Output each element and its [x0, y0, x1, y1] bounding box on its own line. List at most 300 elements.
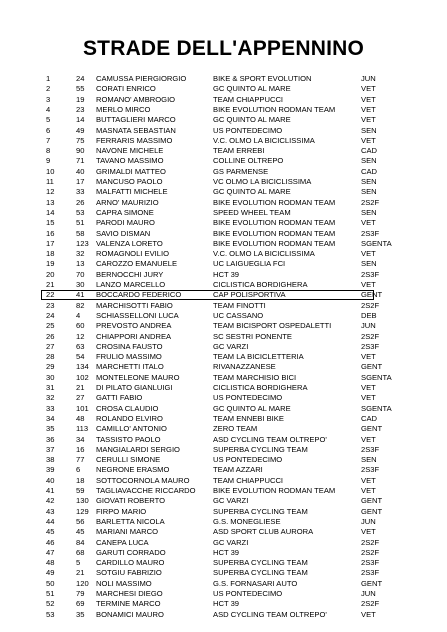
- bib-number: 16: [76, 444, 85, 454]
- rider-name: SCHIASSELLONI LUCA: [96, 310, 179, 320]
- position: 35: [46, 424, 55, 434]
- table-row: [0, 383, 447, 393]
- position: 19: [46, 259, 55, 269]
- rider-name: ROMANO' AMBROGIO: [96, 94, 176, 104]
- team-name: SUPERBA CYCLING TEAM: [213, 506, 308, 516]
- bib-number: 102: [76, 372, 89, 382]
- position: 4: [46, 104, 51, 114]
- team-name: SUPERBA CYCLING TEAM: [213, 568, 308, 578]
- category: VET: [361, 135, 376, 145]
- category: JUN: [361, 516, 376, 526]
- category: SEN: [361, 187, 377, 197]
- bib-number: 33: [76, 187, 85, 197]
- rider-name: GIOVATI ROBERTO: [96, 496, 166, 506]
- bib-number: 32: [76, 249, 85, 259]
- rider-name: MARCHISOTTI FABIO: [96, 300, 173, 310]
- category: 2S3F: [361, 228, 380, 238]
- table-row: [0, 218, 447, 228]
- bib-number: 45: [76, 527, 85, 537]
- team-name: US PONTEDECIMO: [213, 589, 283, 598]
- team-name: TEAM ENNEBI BIKE: [213, 413, 284, 423]
- position: 29: [46, 362, 55, 372]
- category: 2S2F: [361, 300, 380, 310]
- bib-number: 77: [76, 455, 85, 465]
- position: 50: [46, 578, 55, 588]
- rider-name: CAROZZO EMANUELE: [96, 259, 178, 269]
- team-name: BIKE & SPORT EVOLUTION: [213, 74, 312, 83]
- category: VET: [361, 249, 376, 259]
- table-row: [0, 311, 447, 321]
- position: 10: [46, 166, 55, 176]
- team-name: BIKE EVOLUTION RODMAN TEAM: [213, 486, 336, 495]
- rider-name: BUTTAGLIERI MARCO: [96, 115, 176, 125]
- bib-number: 40: [76, 166, 85, 176]
- table-row: [0, 229, 447, 239]
- table-row: [0, 496, 447, 506]
- rider-name: NOLI MASSIMO: [96, 578, 152, 588]
- position: 40: [46, 475, 55, 485]
- table-row: [0, 373, 447, 383]
- table-row: [0, 136, 447, 146]
- team-name: CICLISTICA BORDIGHERA: [213, 280, 308, 289]
- table-row: [0, 270, 447, 280]
- table-row: [0, 84, 447, 94]
- table-row: [0, 610, 447, 620]
- category: GENT: [361, 362, 383, 372]
- category: SEN: [361, 207, 377, 217]
- bib-number: 82: [76, 300, 85, 310]
- table-row: [0, 435, 447, 445]
- team-name: ASD SPORT CLUB AURORA: [213, 527, 314, 537]
- bib-number: 120: [76, 578, 89, 588]
- category: JUN: [361, 74, 376, 83]
- position: 2: [46, 84, 51, 94]
- team-name: GC QUINTO AL MARE: [213, 84, 291, 94]
- team-name: V.C. OLMO LA BICICLISSIMA: [213, 249, 315, 259]
- rider-name: NEGRONE ERASMO: [96, 465, 170, 475]
- team-name: TEAM CHIAPPUCCI: [213, 94, 284, 104]
- position: 45: [46, 527, 55, 537]
- position: 5: [46, 115, 51, 125]
- rider-name: MONTELEONE MAURO: [96, 372, 180, 382]
- bib-number: 55: [76, 84, 85, 94]
- bib-number: 134: [76, 362, 89, 372]
- bib-number: 71: [76, 156, 85, 166]
- position: 17: [46, 238, 55, 248]
- table-row: [0, 548, 447, 558]
- table-row: [0, 486, 447, 496]
- team-name: TEAM LA BICICLETTERIA: [213, 352, 304, 362]
- table-row: [0, 249, 447, 259]
- category: VET: [361, 84, 376, 94]
- rider-name: CERULLI SIMONE: [96, 455, 161, 465]
- category: VET: [361, 104, 376, 114]
- rider-name: GRIMALDI MATTEO: [96, 166, 166, 176]
- rider-name: CANEPA LUCA: [96, 537, 149, 547]
- bib-number: 123: [76, 238, 89, 248]
- table-row: [0, 589, 447, 599]
- position: 16: [46, 228, 55, 238]
- bib-number: 12: [76, 331, 85, 341]
- rider-name: GATTI FABIO: [96, 393, 143, 403]
- position: 22: [46, 290, 55, 300]
- bib-number: 26: [76, 197, 85, 207]
- category: VET: [361, 218, 376, 228]
- position: 46: [46, 537, 55, 547]
- bib-number: 30: [76, 280, 85, 289]
- bib-number: 19: [76, 94, 85, 104]
- position: 51: [46, 589, 55, 598]
- table-row: [0, 198, 447, 208]
- team-name: VC OLMO LA BICICLISSIMA: [213, 177, 312, 186]
- bib-number: 5: [76, 558, 81, 568]
- position: 14: [46, 207, 55, 217]
- team-name: UC LAIGUEGLIA FCI: [213, 259, 286, 269]
- team-name: TEAM ERREBI: [213, 146, 265, 156]
- table-row: [0, 568, 447, 578]
- bib-number: 17: [76, 177, 85, 186]
- table-row: [0, 476, 447, 486]
- bib-number: 79: [76, 589, 85, 598]
- category: GENT: [361, 424, 383, 434]
- category: 2S3F: [361, 444, 380, 454]
- rider-name: ROMAGNOLI EVILIO: [96, 249, 170, 259]
- bib-number: 23: [76, 104, 85, 114]
- position: 52: [46, 599, 55, 609]
- team-name: GS PARMENSE: [213, 166, 269, 176]
- position: 3: [46, 94, 51, 104]
- bib-number: 60: [76, 321, 85, 331]
- team-name: V.C. OLMO LA BICICLISSIMA: [213, 135, 315, 145]
- rider-name: FIRPO MARIO: [96, 506, 147, 516]
- bib-number: 90: [76, 146, 85, 156]
- team-name: CICLISTICA BORDIGHERA: [213, 383, 308, 392]
- rider-name: MARCHETTI ITALO: [96, 362, 164, 372]
- position: 36: [46, 434, 55, 444]
- position: 42: [46, 496, 55, 506]
- team-name: BIKE EVOLUTION RODMAN TEAM: [213, 218, 336, 228]
- category: VET: [361, 393, 376, 403]
- position: 49: [46, 568, 55, 578]
- bib-number: 49: [76, 125, 85, 135]
- bib-number: 48: [76, 413, 85, 423]
- table-row: [0, 404, 447, 414]
- rider-name: PARODI MAURO: [96, 218, 155, 228]
- position: 27: [46, 341, 55, 351]
- rider-name: GARUTI CORRADO: [96, 547, 166, 557]
- rider-name: FRULIO MASSIMO: [96, 352, 162, 362]
- position: 7: [46, 135, 51, 145]
- rider-name: SOTTOCORNOLA MAURO: [96, 475, 190, 485]
- team-name: G.S. MONEGLIESE: [213, 516, 281, 526]
- page-title: STRADE DELL'APPENNINO: [82, 37, 365, 60]
- category: SGENTA: [361, 403, 392, 413]
- category: VET: [361, 383, 376, 392]
- rider-name: VALENZA LORETO: [96, 238, 163, 248]
- position: 28: [46, 352, 55, 362]
- table-row: [0, 167, 447, 177]
- team-name: HCT 39: [213, 269, 240, 279]
- bib-number: 18: [76, 475, 85, 485]
- rider-name: CROSA CLAUDIO: [96, 403, 159, 413]
- table-row: [0, 280, 447, 290]
- bib-number: 6: [76, 465, 81, 475]
- position: 44: [46, 516, 55, 526]
- rider-name: CAMILLO' ANTONIO: [96, 424, 167, 434]
- rider-name: NAVONE MICHELE: [96, 146, 164, 156]
- rider-name: BONAMICI MAURO: [96, 609, 164, 619]
- table-row: [0, 445, 447, 455]
- position: 37: [46, 444, 55, 454]
- bib-number: 41: [76, 290, 85, 300]
- team-name: GC VARZI: [213, 537, 249, 547]
- table-row: [0, 126, 447, 136]
- table-row: [0, 187, 447, 197]
- bib-number: 59: [76, 486, 85, 495]
- position: 20: [46, 269, 55, 279]
- rider-name: SOTGIU FABRIZIO: [96, 568, 162, 578]
- category: SGENTA: [361, 238, 392, 248]
- table-row: [0, 507, 447, 517]
- category: 2S3F: [361, 558, 380, 568]
- table-row: [0, 352, 447, 362]
- rider-name: TAGLIAVACCHE RICCARDO: [96, 486, 196, 495]
- bib-number: 56: [76, 516, 85, 526]
- category: 2S2F: [361, 537, 380, 547]
- category: SEN: [361, 125, 377, 135]
- category: VET: [361, 475, 376, 485]
- team-name: TEAM AZZARI: [213, 465, 263, 475]
- rider-name: DI PILATO GIANLUIGI: [96, 383, 173, 392]
- bib-number: 21: [76, 383, 85, 392]
- category: SEN: [361, 177, 377, 186]
- rider-name: ARNO' MAURIZIO: [96, 197, 159, 207]
- bib-number: 129: [76, 506, 89, 516]
- table-row: [0, 517, 447, 527]
- category: VET: [361, 280, 376, 289]
- bib-number: 51: [76, 218, 85, 228]
- table-row: [0, 156, 447, 166]
- category: SEN: [361, 156, 377, 166]
- category: 2S2F: [361, 599, 380, 609]
- position: 26: [46, 331, 55, 341]
- bib-number: 84: [76, 537, 85, 547]
- team-name: UC CASSANO: [213, 310, 264, 320]
- table-row: [0, 332, 447, 342]
- category: GENT: [361, 506, 383, 516]
- bib-number: 34: [76, 434, 85, 444]
- category: DEB: [361, 310, 377, 320]
- table-row: [0, 105, 447, 115]
- rider-name: MALFATTI MICHELE: [96, 187, 168, 197]
- team-name: SC SESTRI PONENTE: [213, 331, 292, 341]
- team-name: TEAM CHIAPPUCCI: [213, 475, 284, 485]
- position: 33: [46, 403, 55, 413]
- bib-number: 130: [76, 496, 89, 506]
- table-row: [0, 599, 447, 609]
- team-name: GC QUINTO AL MARE: [213, 187, 291, 197]
- team-name: TEAM BICISPORT OSPEDALETTI: [213, 321, 332, 331]
- team-name: BIKE EVOLUTION RODMAN TEAM: [213, 104, 336, 114]
- rider-name: LANZO MARCELLO: [96, 280, 166, 289]
- rider-name: SAVIO DISMAN: [96, 228, 151, 238]
- bib-number: 35: [76, 609, 85, 619]
- team-name: ASD CYCLING TEAM OLTREPO': [213, 434, 327, 444]
- table-row: [0, 424, 447, 434]
- position: 9: [46, 156, 51, 166]
- table-row: [0, 115, 447, 125]
- position: 25: [46, 321, 55, 331]
- rider-name: CHIAPPORI ANDREA: [96, 331, 172, 341]
- team-name: HCT 39: [213, 547, 240, 557]
- category: VET: [361, 434, 376, 444]
- category: 2S3F: [361, 269, 380, 279]
- position: 34: [46, 413, 55, 423]
- category: GENT: [361, 496, 383, 506]
- team-name: COLLINE OLTREPO: [213, 156, 284, 166]
- team-name: US PONTEDECIMO: [213, 125, 283, 135]
- category: GENT: [361, 578, 383, 588]
- table-row: [0, 342, 447, 352]
- category: CAD: [361, 146, 378, 156]
- position: 32: [46, 393, 55, 403]
- rider-name: MERLO MIRCO: [96, 104, 151, 114]
- team-name: ZERO TEAM: [213, 424, 258, 434]
- rider-name: BARLETTA NICOLA: [96, 516, 165, 526]
- table-row: [0, 455, 447, 465]
- table-row: [0, 579, 447, 589]
- team-name: HCT 39: [213, 599, 240, 609]
- rider-name: MASNATA SEBASTIAN: [96, 125, 176, 135]
- bib-number: 54: [76, 352, 85, 362]
- category: JUN: [361, 321, 376, 331]
- team-name: TEAM MARCHISIO BICI: [213, 372, 297, 382]
- category: 2S3F: [361, 341, 380, 351]
- table-row: [0, 146, 447, 156]
- bib-number: 63: [76, 341, 85, 351]
- team-name: US PONTEDECIMO: [213, 455, 283, 465]
- position: 12: [46, 187, 55, 197]
- team-name: CAP POLISPORTIVA: [213, 290, 286, 300]
- category: GENT: [361, 290, 383, 300]
- position: 31: [46, 383, 55, 392]
- team-name: BIKE EVOLUTION RODMAN TEAM: [213, 238, 336, 248]
- category: CAD: [361, 166, 378, 176]
- rider-name: CAMUSSA PIERGIORGIO: [96, 74, 187, 83]
- rider-name: CARDILLO MAURO: [96, 558, 165, 568]
- rider-name: ROLANDO ELVIRO: [96, 413, 163, 423]
- bib-number: 4: [76, 310, 81, 320]
- table-row: [0, 290, 447, 300]
- table-row: [0, 362, 447, 372]
- position: 38: [46, 455, 55, 465]
- table-row: [0, 259, 447, 269]
- team-name: US PONTEDECIMO: [213, 393, 283, 403]
- category: SGENTA: [361, 372, 392, 382]
- category: VET: [361, 527, 376, 537]
- team-name: GC QUINTO AL MARE: [213, 115, 291, 125]
- team-name: BIKE EVOLUTION RODMAN TEAM: [213, 197, 336, 207]
- team-name: GC QUINTO AL MARE: [213, 403, 291, 413]
- team-name: SPEED WHEEL TEAM: [213, 207, 291, 217]
- category: 2S2F: [361, 197, 380, 207]
- rider-name: MARIANI MARCO: [96, 527, 159, 537]
- category: VET: [361, 115, 376, 125]
- team-name: GC VARZI: [213, 496, 249, 506]
- table-row: [0, 321, 447, 331]
- position: 6: [46, 125, 51, 135]
- position: 23: [46, 300, 55, 310]
- category: CAD: [361, 413, 378, 423]
- bib-number: 14: [76, 115, 85, 125]
- table-row: [0, 393, 447, 403]
- table-row: [0, 301, 447, 311]
- category: VET: [361, 609, 376, 619]
- category: 2S2F: [361, 547, 380, 557]
- rider-name: TASSISTO PAOLO: [96, 434, 161, 444]
- team-name: G.S. FORNASARI AUTO: [213, 578, 298, 588]
- table-row: [0, 538, 447, 548]
- category: VET: [361, 94, 376, 104]
- bib-number: 68: [76, 547, 85, 557]
- bib-number: 27: [76, 393, 85, 403]
- bib-number: 101: [76, 403, 89, 413]
- bib-number: 58: [76, 228, 85, 238]
- rider-name: CAPRA SIMONE: [96, 207, 154, 217]
- table-row: [0, 208, 447, 218]
- rider-name: BERNOCCHI JURY: [96, 269, 164, 279]
- table-row: [0, 74, 447, 84]
- position: 47: [46, 547, 55, 557]
- rider-name: MANGIALARDI SERGIO: [96, 444, 180, 454]
- bib-number: 13: [76, 259, 85, 269]
- table-row: [0, 177, 447, 187]
- team-name: GC VARZI: [213, 341, 249, 351]
- bib-number: 53: [76, 207, 85, 217]
- table-row: [0, 527, 447, 537]
- team-name: RIVANAZZANESE: [213, 362, 276, 372]
- position: 11: [46, 177, 54, 186]
- bib-number: 69: [76, 599, 85, 609]
- position: 18: [46, 249, 55, 259]
- position: 1: [46, 74, 51, 83]
- position: 48: [46, 558, 55, 568]
- position: 21: [46, 280, 55, 289]
- rider-name: CROSINA FAUSTO: [96, 341, 163, 351]
- table-row: [0, 558, 447, 568]
- team-name: TEAM FINOTTI: [213, 300, 266, 310]
- position: 8: [46, 146, 51, 156]
- bib-number: 24: [76, 74, 85, 83]
- category: SEN: [361, 455, 377, 465]
- team-name: ASD CYCLING TEAM OLTREPO': [213, 609, 327, 619]
- bib-number: 21: [76, 568, 85, 578]
- position: 24: [46, 310, 55, 320]
- highlight-box: [41, 290, 374, 300]
- rider-name: TAVANO MASSIMO: [96, 156, 164, 166]
- category: 2S3F: [361, 568, 380, 578]
- rider-name: TERMINE MARCO: [96, 599, 161, 609]
- position: 15: [46, 218, 55, 228]
- team-name: BIKE EVOLUTION RODMAN TEAM: [213, 228, 336, 238]
- category: 2S2F: [361, 331, 380, 341]
- position: 41: [46, 486, 55, 495]
- table-row: [0, 239, 447, 249]
- rider-name: PREVOSTO ANDREA: [96, 321, 172, 331]
- position: 30: [46, 372, 55, 382]
- position: 43: [46, 506, 55, 516]
- rider-name: MANCUSO PAOLO: [96, 177, 163, 186]
